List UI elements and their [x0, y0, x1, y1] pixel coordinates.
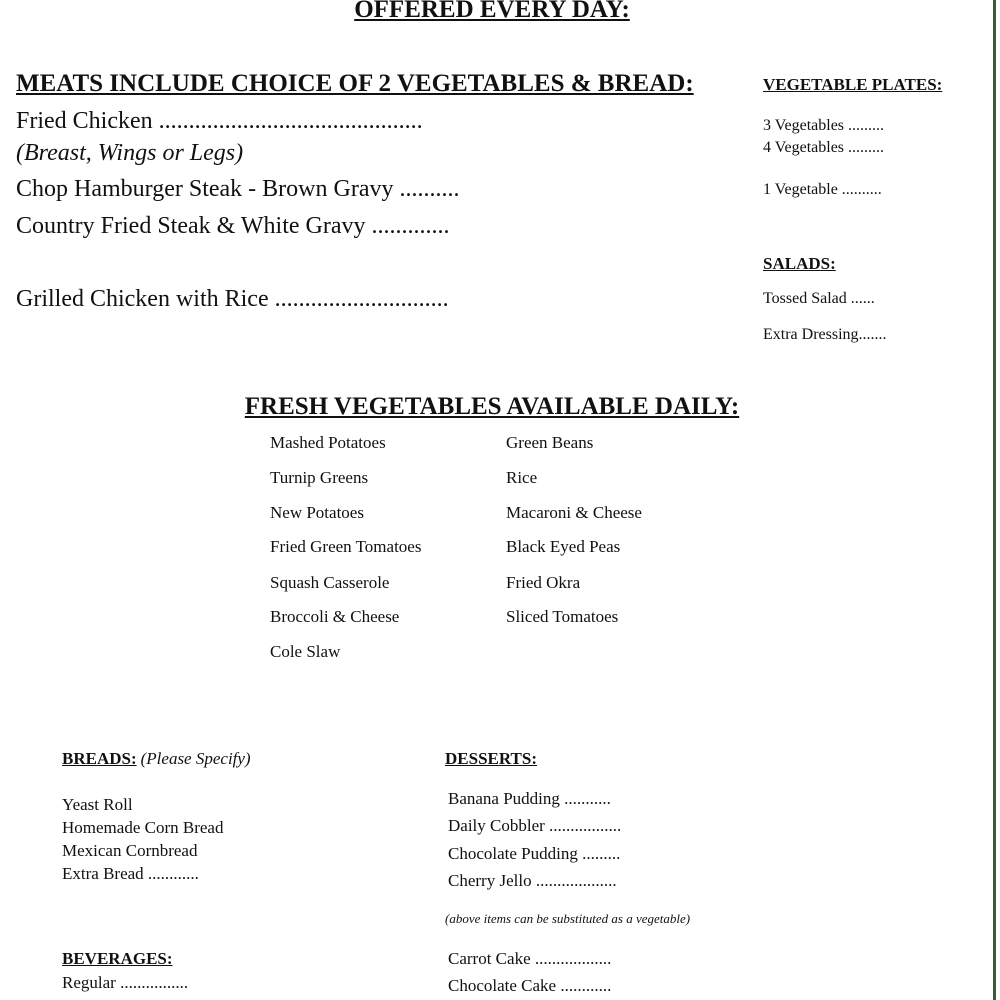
meat-item-hamburger-steak: Chop Hamburger Steak - Brown Gravy .......... [16, 176, 460, 202]
vegetable-item: Rice [506, 468, 538, 487]
beverages-heading: BEVERAGES: [62, 949, 173, 968]
breads-heading: BREADS: [62, 749, 137, 768]
cake-item: Carrot Cake .................. [448, 949, 612, 968]
desserts-note: (above items can be substituted as a vegetable) [445, 911, 691, 926]
bread-item: Extra Bread ............ [62, 864, 199, 883]
meat-item-country-fried-steak: Country Fried Steak & White Gravy ............. [16, 213, 450, 239]
vegetable-item: Black Eyed Peas [506, 537, 621, 556]
beverage-item: Regular ................ [62, 973, 189, 992]
fresh-vegetables-heading: FRESH VEGETABLES AVAILABLE DAILY: [244, 393, 740, 420]
dessert-item: Banana Pudding ........... [448, 789, 611, 808]
dessert-item: Chocolate Pudding ......... [448, 844, 621, 863]
salad-item: Extra Dressing....... [763, 326, 887, 343]
meat-item-grilled-chicken: Grilled Chicken with Rice ............................. [16, 286, 449, 312]
desserts-heading: DESSERTS: [445, 749, 537, 768]
bread-item: Yeast Roll [62, 795, 133, 814]
meat-item-note: (Breast, Wings or Legs) [16, 140, 244, 166]
vegetable-item: Cole Slaw [270, 642, 341, 661]
vegetable-item: Green Beans [506, 433, 594, 452]
bread-item: Homemade Corn Bread [62, 818, 224, 837]
vegetable-plate-item: 3 Vegetables ......... [763, 117, 885, 134]
vegetable-item: Fried Green Tomatoes [270, 537, 422, 556]
menu-title: OFFERED EVERY DAY: [354, 0, 630, 23]
vegetable-item: Turnip Greens [270, 468, 369, 487]
vegetable-item: Mashed Potatoes [270, 433, 386, 452]
bread-item: Mexican Cornbread [62, 841, 198, 860]
vegetable-plate-item: 4 Vegetables ......... [763, 139, 885, 156]
breads-note: (Please Specify) [140, 749, 251, 768]
breads-heading-row [62, 749, 251, 769]
meat-item-fried-chicken: Fried Chicken ............................................ [16, 108, 423, 134]
vegetable-item: Fried Okra [506, 573, 581, 592]
vegetable-plate-item: 1 Vegetable .......... [763, 181, 882, 198]
cake-item: Chocolate Cake ............ [448, 976, 612, 995]
salads-heading: SALADS: [763, 254, 836, 273]
vegetable-item: Squash Casserole [270, 573, 390, 592]
dessert-item: Daily Cobbler ................. [448, 816, 622, 835]
vegetable-item: New Potatoes [270, 503, 364, 522]
vegetable-plates-heading: VEGETABLE PLATES: [763, 75, 943, 94]
salad-item: Tossed Salad ...... [763, 290, 875, 307]
vegetable-item: Macaroni & Cheese [506, 503, 642, 522]
vegetable-item: Sliced Tomatoes [506, 607, 619, 626]
dessert-item: Cherry Jello ................... [448, 871, 617, 890]
meats-heading: MEATS INCLUDE CHOICE OF 2 VEGETABLES & BREAD: [16, 70, 694, 97]
vegetable-item: Broccoli & Cheese [270, 607, 400, 626]
